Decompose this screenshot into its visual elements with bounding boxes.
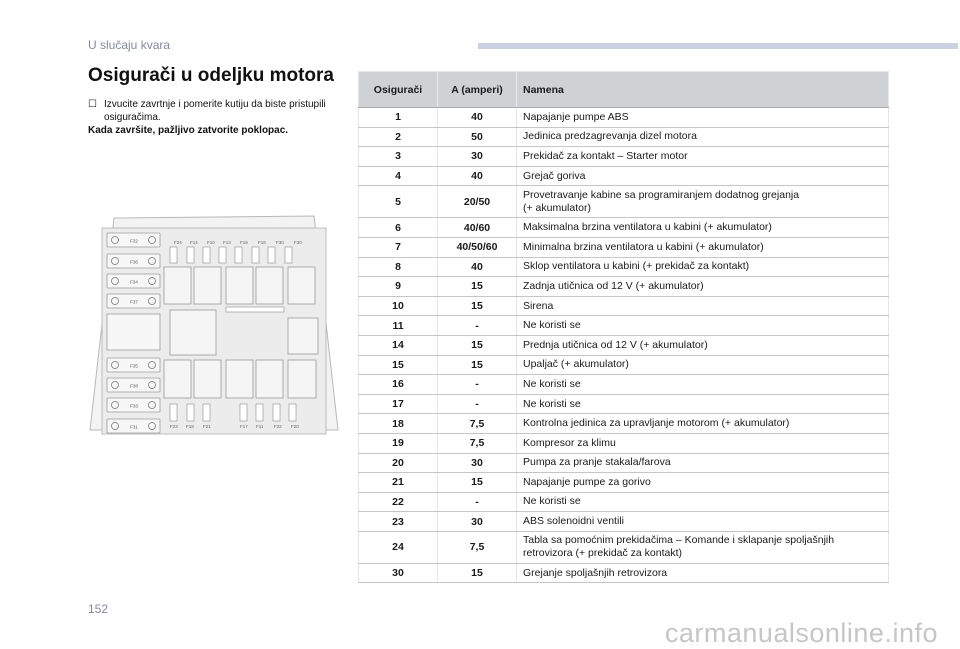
table-row [359,473,889,493]
table-row [359,127,889,147]
table-row [359,147,889,167]
amperage-cell: 40 [438,108,517,128]
function-cell [517,127,889,147]
closing-note: Kada završite, pažljivo zatvorite poklopac. [88,125,289,136]
function-cell [517,237,889,257]
amperage-cell: 30 [438,512,517,532]
amperage-cell: - [438,375,517,395]
maxi-fuse [256,360,283,398]
function-cell [517,257,889,277]
bottom-fuse-label: F20 [291,424,299,429]
function-text: Ne koristi se [523,319,581,332]
top-fuse-label: F24 [174,240,182,245]
fuse-number-cell: 9 [359,277,438,297]
function-text: Sirena [523,299,554,312]
section-title: Osigurači u odeljku motora [88,65,334,86]
table-row [359,237,889,257]
function-text: Jedinica predzagrevanja dizel motora [523,130,697,143]
fuse-number-cell: 6 [359,218,438,238]
blade-fuse [273,404,280,421]
blade-fuse [285,247,292,263]
fuse-number-cell: 20 [359,453,438,473]
bus-bar [226,307,284,312]
function-text: Ne koristi se [523,495,581,508]
left-fuse-label: F36 [130,259,138,265]
function-text: Prednja utičnica od 12 V (+ akumulator) [523,338,708,351]
maxi-fuse [288,360,316,398]
table-header-row [359,72,889,108]
function-text: Upaljač (+ akumulator) [523,358,629,371]
table-row [359,414,889,434]
bottom-fuse-label: F18 [186,424,194,429]
blade-fuse [235,247,242,263]
fuse-number-cell: 22 [359,492,438,512]
function-text: ABS solenoidni ventili [523,515,624,528]
fuse-number-cell: 2 [359,127,438,147]
fuse-number-cell: 19 [359,433,438,453]
fuse-number-cell: 16 [359,375,438,395]
maxi-fuse [288,267,315,304]
fuse-number-cell: 15 [359,355,438,375]
blade-fuse [187,404,194,421]
maxi-fuse [226,267,253,304]
function-cell [517,186,889,218]
top-fuse-label: F16 [258,240,266,245]
fuse-box-diagram [88,210,340,442]
top-fuse-label: F30 [294,240,302,245]
amperage-cell: - [438,492,517,512]
amperage-cell: 30 [438,453,517,473]
fuse-number-cell: 7 [359,237,438,257]
function-cell [517,394,889,414]
table-row [359,257,889,277]
amperage-cell: 15 [438,563,517,583]
amperage-cell: 15 [438,355,517,375]
blade-fuse [268,247,275,263]
amperage-cell: 15 [438,335,517,355]
maxi-fuse [194,267,221,304]
instructions [88,98,348,137]
amperage-cell: 30 [438,147,517,167]
function-cell [517,453,889,473]
amperage-cell: 7,5 [438,531,517,563]
amperage-cell: 40/50/60 [438,237,517,257]
fuse-table [358,71,889,583]
amperage-cell: 40 [438,257,517,277]
fuse-number-cell: 21 [359,473,438,493]
left-fuse-label: F37 [130,299,138,305]
function-cell [517,375,889,395]
maxi-fuse [164,267,191,304]
checkbox-bullet-icon: ☐ [88,99,97,110]
maxi-fuse [256,267,283,304]
blade-fuse [219,247,226,263]
header-title: U slučaju kvara [88,38,171,52]
table-row [359,433,889,453]
left-fuse-label: F33 [130,403,138,409]
left-fuse-label: F34 [130,279,138,285]
table-row [359,108,889,128]
table-row [359,355,889,375]
bottom-fuse-label: F17 [240,424,248,429]
function-text: Kompresor za klimu [523,436,616,449]
amperage-cell: 7,5 [438,433,517,453]
function-cell [517,473,889,493]
function-cell [517,166,889,186]
fuse-number-cell: 18 [359,414,438,434]
maxi-fuse [164,360,191,398]
amperage-cell: 15 [438,296,517,316]
function-cell [517,147,889,167]
blade-fuse [203,404,210,421]
function-text: Grejač goriva [523,169,586,182]
center-relay [170,310,216,355]
fuse-number-cell: 3 [359,147,438,167]
table-row [359,296,889,316]
table-row [359,277,889,297]
blade-fuse [256,404,263,421]
table-row [359,512,889,532]
watermark: carmanualsonline.info [664,618,938,648]
maxi-fuse [194,360,221,398]
function-cell [517,492,889,512]
right-relay [288,318,318,354]
function-cell [517,277,889,297]
function-text: Minimalna brzina ventilatora u kabini (+ akumulator) [523,240,764,253]
fuse-number-cell: 30 [359,563,438,583]
function-text: Ne koristi se [523,377,581,390]
function-text: Napajanje pumpe za gorivo [523,475,651,488]
fuse-number-cell: 8 [359,257,438,277]
table-row [359,186,889,218]
fuse-number-cell: 5 [359,186,438,218]
fuse-number-cell: 23 [359,512,438,532]
fuse-number-cell: 10 [359,296,438,316]
amperage-cell: 7,5 [438,414,517,434]
table-row [359,531,889,563]
amperage-cell: 20/50 [438,186,517,218]
table-row [359,316,889,336]
instruction-text: Izvucite zavrtnje i pomerite kutiju da biste pristupili osiguračima. [104,99,326,123]
bottom-fuse-label: F23 [170,424,178,429]
amperage-cell: - [438,316,517,336]
fuse-box-drawing [90,216,338,434]
function-cell [517,433,889,453]
fuse-number-cell: 1 [359,108,438,128]
amperage-cell: 40/60 [438,218,517,238]
bottom-fuse-label: F21 [203,424,211,429]
function-text: Tabla sa pomoćnim prekidačima – Komande i sklapanje spoljašnjih [523,534,835,547]
instruction-step [88,98,348,124]
function-text: Maksimalna brzina ventilatora u kabini (+ akumulator) [523,221,772,234]
top-fuse-label: F13 [223,240,231,245]
fuse-number-cell: 17 [359,394,438,414]
function-cell [517,512,889,532]
blade-fuse [240,404,247,421]
column-header-fuse: Osigurači [359,72,438,108]
blade-fuse [252,247,259,263]
fuse-number-cell: 11 [359,316,438,336]
table-row [359,563,889,583]
column-header-use: Namena [517,72,889,108]
amperage-cell: 15 [438,277,517,297]
amperage-cell: 40 [438,166,517,186]
fuse-number-cell: 14 [359,335,438,355]
top-fuse-label: F10 [207,240,215,245]
amperage-cell: 50 [438,127,517,147]
header-bar [478,43,958,49]
function-text: Napajanje pumpe ABS [523,110,629,123]
function-cell [517,563,889,583]
table-row [359,375,889,395]
function-text: Zadnja utičnica od 12 V (+ akumulator) [523,279,704,292]
function-text: Ne koristi se [523,397,581,410]
left-fuse-label: F32 [130,238,138,244]
function-cell [517,335,889,355]
blade-fuse [170,404,177,421]
maxi-fuse [226,360,253,398]
blade-fuse [187,247,194,263]
amperage-cell: 15 [438,473,517,493]
fuse-number-cell: 24 [359,531,438,563]
function-cell [517,316,889,336]
function-text: Prekidač za kontakt – Starter motor [523,149,688,162]
column-header-amps: A (amperi) [438,72,517,108]
table-row [359,335,889,355]
blade-fuse [289,404,296,421]
table-row [359,453,889,473]
function-text: Provetravanje kabine sa programiranjem dodatnog grejanja [523,188,800,201]
function-cell [517,355,889,375]
function-text-line2: (+ akumulator) [523,201,591,214]
function-text: Sklop ventilatora u kabini (+ prekidač za kontakt) [523,260,750,273]
bottom-fuse-label: F11 [256,424,264,429]
table-row [359,394,889,414]
function-text: Kontrolna jedinica za upravljanje motorom (+ akumulator) [523,417,790,430]
amperage-cell: - [438,394,517,414]
table-row [359,492,889,512]
fuse-number-cell: 4 [359,166,438,186]
left-large-block [107,314,160,350]
function-text-line2: retrovizora (+ prekidač za kontakt) [523,547,683,560]
page-number: 152 [88,602,109,616]
table-row [359,166,889,186]
top-fuse-label: F19 [240,240,248,245]
left-fuse-label: F35 [130,363,138,369]
function-cell [517,218,889,238]
top-fuse-label: F14 [190,240,198,245]
function-cell [517,296,889,316]
blade-fuse [170,247,177,263]
table-row [359,218,889,238]
bottom-fuse-label: F22 [274,424,282,429]
function-text: Grejanje spoljašnjih retrovizora [523,566,668,579]
function-text: Pumpa za pranje stakala/farova [523,456,671,469]
function-cell [517,108,889,128]
top-fuse-label: F30 [276,240,284,245]
function-cell [517,531,889,563]
left-fuse-label: F31 [130,424,138,430]
left-fuse-label: F38 [130,383,138,389]
blade-fuse [203,247,210,263]
function-cell [517,414,889,434]
